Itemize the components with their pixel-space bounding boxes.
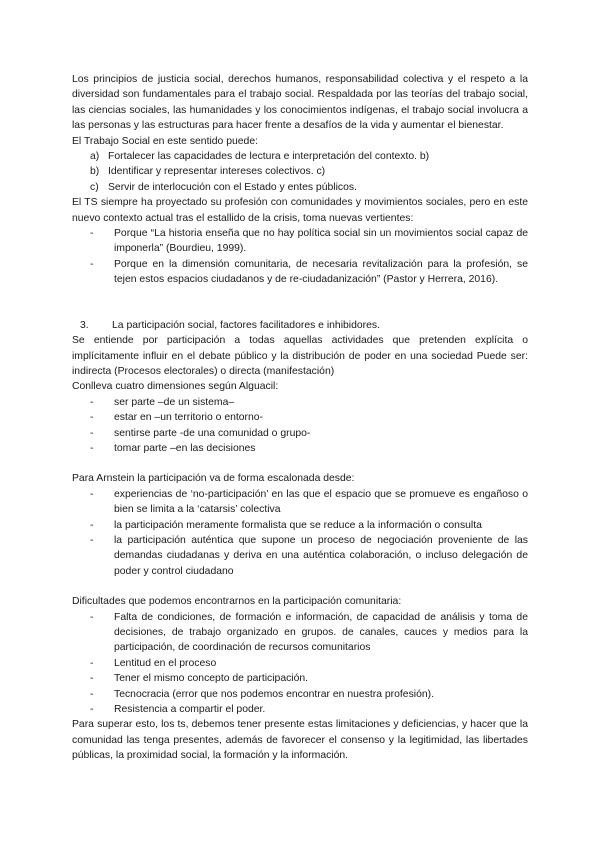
- closing-paragraph: Para superar esto, los ts, debemos tener presente estas limitaciones y deficiencias, y hacer que la comunidad las tenga presentes, además de favorecer el consenso y la legitimidad, las libertades públicas, la proximidad social, la formación y la información.: [72, 719, 528, 762]
- section-number: 3.: [80, 319, 89, 331]
- ts-points-list: [72, 226, 528, 288]
- ts-paragraph: El TS siempre ha proyectado su profesión con comunidades y movimientos sociales, pero en este nuevo contexto actual tras el estallido de la crisis, toma nuevas vertientes:: [72, 197, 528, 224]
- arnstein-lead: Para Arnstein la participación va de forma escalonada desde:: [72, 473, 355, 485]
- list-item: - sentirse parte -de una comunidad o grupo-: [114, 426, 528, 441]
- list-item: [90, 180, 528, 195]
- list-item: - la participación meramente formalista que se reduce a la información o consulta: [114, 518, 528, 533]
- list-item: - Falta de condiciones, de formación e información, de capacidad de análisis y toma de decisiones, de trabajo organizado en grupos. de canales, cauces y medios para la participación, de coordinación de recursos comunitarios: [114, 610, 528, 656]
- list-marker: c): [90, 181, 99, 193]
- list-item: - tomar parte –en las decisiones: [114, 441, 528, 456]
- list-item: - Tener el mismo concepto de participación.: [114, 671, 528, 686]
- alguacil-lead: Conlleva cuatro dimensiones según Alguacil:: [72, 381, 279, 393]
- section-heading: [72, 318, 528, 333]
- section-title: La participación social, factores facilitadores e inhibidores.: [112, 319, 380, 331]
- ts-capabilities-list: [72, 149, 528, 195]
- list-item: - Tecnocracia (error que nos podemos encontrar en nuestra profesión).: [114, 687, 528, 702]
- list-item: - la participación auténtica que supone un proceso de negociación proveniente de las demandas ciudadanas y deriva en una auténtica colaboración, o incluso delegación de poder y control ciudadano: [114, 533, 528, 579]
- ts-lead: El Trabajo Social en este sentido puede:: [72, 135, 259, 147]
- dificultades-list: [72, 610, 528, 718]
- list-marker: a): [90, 151, 100, 163]
- list-item-text: Identificar y representar intereses colectivos. c): [108, 166, 326, 178]
- list-marker: b): [90, 166, 100, 178]
- list-item: - ser parte –de un sistema–: [114, 395, 528, 410]
- list-item: - estar en –un territorio o entorno-: [114, 410, 528, 425]
- list-item: [90, 149, 528, 164]
- arnstein-list: [72, 487, 528, 579]
- list-item: - Lentitud en el proceso: [114, 656, 528, 671]
- list-item-text: Servir de interlocución con el Estado y entes públicos.: [108, 181, 357, 193]
- list-item: - Porque en la dimensión comunitaria, de necesaria revitalización para la profesión, se tejen estos espacios ciudadanos y de re-ciudadanización” (Pastor y Herrera, 2016).: [114, 257, 528, 288]
- list-item: - Porque “La historia enseña que no hay política social sin un movimientos social capaz de imponerla” (Bourdieu, 1999).: [114, 226, 528, 257]
- list-item-text: Fortalecer las capacidades de lectura e interpretación del contexto. b): [108, 151, 430, 163]
- dificultades-lead: Dificultades que podemos encontrarnos en la participación comunitaria:: [72, 596, 402, 608]
- intro-paragraph: Los principios de justicia social, derechos humanos, responsabilidad colectiva y el respeto a la diversidad son fundamentales para el trabajo social. Respaldada por las teorías del trabajo social, las ciencias sociales, las humanidades y los conocimientos indígenas, el trabajo social involucra a las personas y las estructuras para hacer frente a desafíos de la vida y aumentar el bienestar.: [72, 74, 528, 132]
- list-item: - experiencias de ‘no-participación’ en las que el espacio que se promueve es engañoso o bien se limita a la ‘catarsis’ colectiva: [114, 487, 528, 518]
- definition-paragraph: Se entiende por participación a todas aquellas actividades que pretenden explícita o implícitamente influir en el debate público y la distribución de poder en una sociedad Puede ser: indirecta (Procesos electorales) o directa (manifestación): [72, 335, 528, 377]
- list-item: - Resistencia a compartir el poder.: [114, 702, 528, 717]
- alguacil-list: [72, 395, 528, 457]
- list-item: [90, 164, 528, 179]
